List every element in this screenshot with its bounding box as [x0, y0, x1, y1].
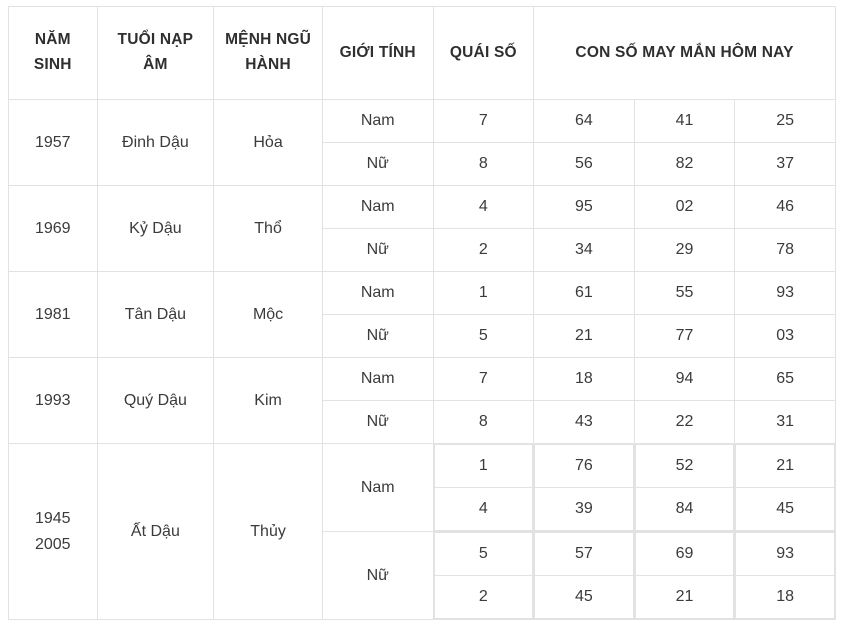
cell-quai-so: 5 — [433, 315, 534, 358]
cell-gender: Nữ — [322, 401, 433, 444]
cell-gender: Nam — [322, 186, 433, 229]
cell-lucky-number: 78 — [735, 229, 836, 272]
cell-lucky-number: 45 — [736, 488, 835, 531]
cell-menh: Thổ — [214, 186, 323, 272]
cell-lucky-number: 95 — [534, 186, 635, 229]
cell-lucky-number: 57 — [535, 533, 634, 576]
cell-lucky-number: 41 — [634, 100, 735, 143]
cell-gender: Nam — [322, 272, 433, 315]
cell-quai-so: 2 — [434, 576, 533, 619]
cell-lucky-number: 22 — [634, 401, 735, 444]
cell-lucky-number: 77 — [634, 315, 735, 358]
cell-lucky-number: 31 — [735, 401, 836, 444]
cell-gender: Nam — [322, 358, 433, 401]
cell-lucky-number: 03 — [735, 315, 836, 358]
cell-quai-so: 2 — [433, 229, 534, 272]
cell-lucky-number: 37 — [735, 143, 836, 186]
column-header-year-line2: SINH — [33, 56, 72, 73]
column-header-menh-line2: HÀNH — [245, 56, 291, 73]
cell-quai-so: 7 — [433, 358, 534, 401]
column-header-menh — [214, 7, 323, 100]
cell-lucky-number-group — [534, 532, 635, 620]
table-row — [9, 100, 836, 143]
cell-quai-so: 1 — [433, 272, 534, 315]
cell-lucky-number-group — [634, 444, 735, 532]
column-header-menh-line1: MỆNH NGŨ — [225, 31, 312, 49]
cell-gender: Nữ — [322, 229, 433, 272]
cell-year — [9, 444, 98, 620]
cell-year-first: 1945 — [34, 509, 71, 527]
cell-menh: Mộc — [214, 272, 323, 358]
cell-quai-so: 5 — [434, 533, 533, 576]
cell-quai-so-group — [433, 532, 534, 620]
cell-lucky-number: 84 — [635, 488, 734, 531]
column-header-year — [9, 7, 98, 100]
lucky-number-table — [8, 6, 836, 620]
cell-lucky-number: 64 — [534, 100, 635, 143]
table-row — [9, 444, 836, 532]
cell-year: 1957 — [9, 100, 98, 186]
cell-can-chi: Kỷ Dậu — [97, 186, 214, 272]
cell-lucky-number: 69 — [635, 533, 734, 576]
column-header-can-chi — [97, 7, 214, 100]
cell-year: 1969 — [9, 186, 98, 272]
cell-lucky-number: 25 — [735, 100, 836, 143]
cell-lucky-number: 21 — [736, 445, 835, 488]
cell-can-chi: Quý Dậu — [97, 358, 214, 444]
cell-quai-so: 4 — [434, 488, 533, 531]
column-header-gender — [322, 7, 433, 100]
cell-lucky-number: 39 — [535, 488, 634, 531]
column-header-quai-so — [433, 7, 534, 100]
table-body — [9, 100, 836, 620]
cell-lucky-number: 55 — [634, 272, 735, 315]
cell-menh: Hỏa — [214, 100, 323, 186]
cell-gender: Nam — [322, 444, 433, 532]
column-header-can-chi-line1: TUỔI NẠP — [117, 31, 194, 49]
table-header-row — [9, 7, 836, 100]
column-header-year-line1: NĂM — [34, 31, 71, 49]
cell-lucky-number: 61 — [534, 272, 635, 315]
cell-lucky-number: 94 — [634, 358, 735, 401]
cell-lucky-number: 43 — [534, 401, 635, 444]
cell-lucky-number: 45 — [535, 576, 634, 619]
column-header-lucky-numbers — [534, 7, 836, 100]
table-row — [9, 358, 836, 401]
cell-lucky-number: 21 — [635, 576, 734, 619]
cell-lucky-number-group — [534, 444, 635, 532]
cell-menh: Kim — [214, 358, 323, 444]
table-header — [9, 7, 836, 100]
cell-quai-so-group — [433, 444, 534, 532]
table-row — [9, 186, 836, 229]
cell-lucky-number-group — [735, 532, 836, 620]
cell-lucky-number: 52 — [635, 445, 734, 488]
cell-lucky-number-group — [735, 444, 836, 532]
cell-lucky-number: 93 — [736, 533, 835, 576]
cell-lucky-number: 93 — [735, 272, 836, 315]
cell-lucky-number: 02 — [634, 186, 735, 229]
cell-lucky-number: 65 — [735, 358, 836, 401]
cell-quai-so: 4 — [433, 186, 534, 229]
cell-lucky-number: 21 — [534, 315, 635, 358]
cell-lucky-number: 34 — [534, 229, 635, 272]
cell-can-chi: Tân Dậu — [97, 272, 214, 358]
column-header-quai-so-label: QUÁI SỐ — [449, 43, 517, 61]
cell-lucky-number: 29 — [634, 229, 735, 272]
cell-menh: Thủy — [214, 444, 323, 620]
cell-gender: Nữ — [322, 532, 433, 620]
cell-quai-so: 8 — [433, 143, 534, 186]
cell-gender: Nữ — [322, 315, 433, 358]
cell-gender: Nam — [322, 100, 433, 143]
cell-lucky-number: 76 — [535, 445, 634, 488]
cell-quai-so: 1 — [434, 445, 533, 488]
column-header-gender-label: GIỚI TÍNH — [339, 43, 416, 61]
table-row — [9, 272, 836, 315]
cell-lucky-number: 82 — [634, 143, 735, 186]
cell-lucky-number-group — [634, 532, 735, 620]
cell-quai-so: 7 — [433, 100, 534, 143]
cell-gender: Nữ — [322, 143, 433, 186]
cell-lucky-number: 18 — [534, 358, 635, 401]
cell-year: 1993 — [9, 358, 98, 444]
column-header-lucky-numbers-label: CON SỐ MAY MẮN HÔM NAY — [575, 43, 794, 61]
cell-year: 1981 — [9, 272, 98, 358]
cell-lucky-number: 46 — [735, 186, 836, 229]
cell-lucky-number: 56 — [534, 143, 635, 186]
cell-year-second: 2005 — [34, 535, 71, 553]
cell-can-chi: Đinh Dậu — [97, 100, 214, 186]
cell-can-chi: Ất Dậu — [97, 444, 214, 620]
cell-quai-so: 8 — [433, 401, 534, 444]
column-header-can-chi-line2: ÂM — [143, 56, 168, 73]
cell-lucky-number: 18 — [736, 576, 835, 619]
